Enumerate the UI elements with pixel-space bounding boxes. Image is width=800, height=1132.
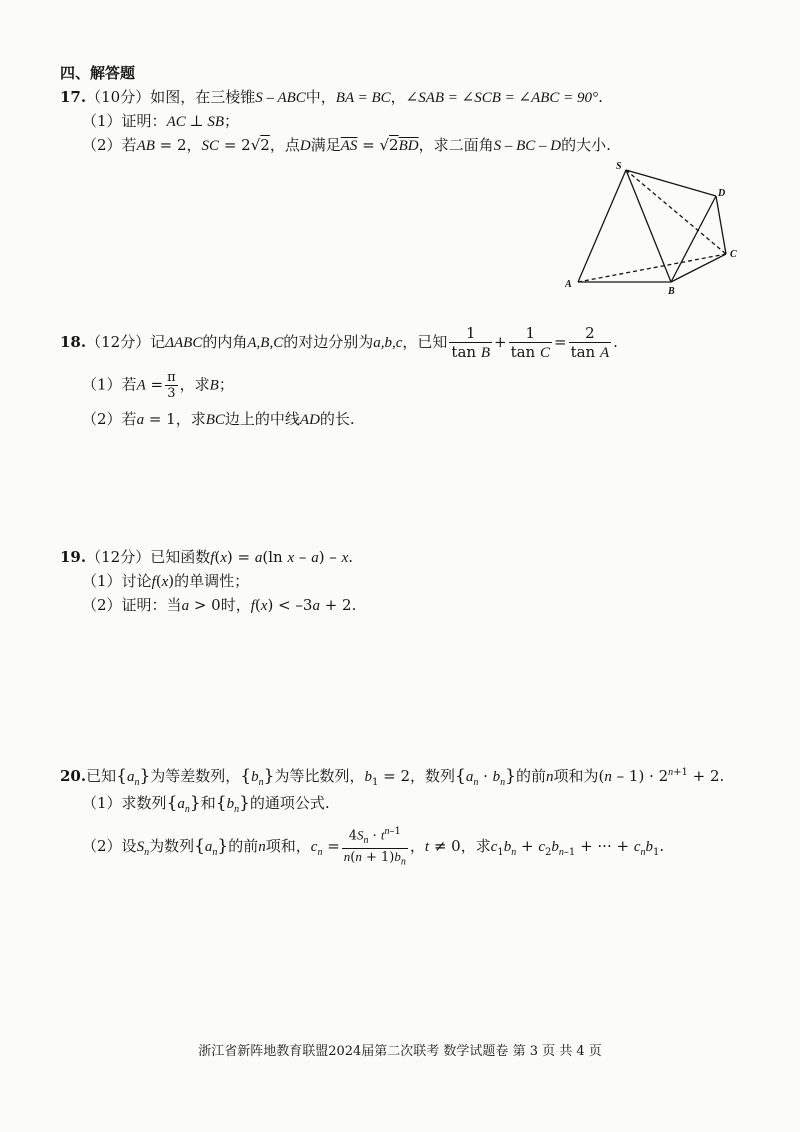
edge-bd (671, 196, 716, 282)
q20-frac-cn: $\frac{4S_n \cdot t^{n-1}}{n(n + 1)b_n}$ (343, 826, 406, 868)
q17-part2: （2）若AB = 2，SC = 2√2，点D满足$\overline{AS} = √2\overline{BD}$，求二面角S – BC – D的大小. (82, 136, 611, 154)
q17-figure (556, 158, 746, 298)
label-s: S (616, 161, 622, 172)
q20-part1: （1）求数列$\{a_n\}$和$\{b_n\}$的通项公式. (82, 793, 330, 815)
q18-points: （12分） (86, 333, 151, 351)
edge-bc (671, 254, 726, 282)
q19-part2: （2）证明：当a > 0时，f(x) < –3a + 2. (82, 596, 357, 614)
q17-stem: 17.（10分）如图，在三棱锥S – ABC中，BA = BC，∠SAB = ∠SCB = ∠ABC = 90°. (60, 88, 603, 106)
q18-frac-c: $\frac{1}{\text{tan C}}$ (510, 324, 550, 361)
q20-part2: （2）设$S_n$为数列$\{a_n\}$的前n项和，$c_n$ = $\frac{4S_n \cdot t^{n-1}}{n(n + 1)b_n}$ ，t ≠ 0，求$c_1b_n + c_2b_{n-1}$ + ··· + $c_nb_1$. (82, 826, 665, 868)
q17-math-tetra: S – ABC (255, 90, 306, 106)
q17-number: 17. (60, 88, 87, 106)
label-b: B (668, 286, 675, 297)
edge-dc (716, 196, 726, 254)
q17-vec-as: $\overline{AS}$ (340, 138, 358, 154)
q18-frac-a: $\frac{2}{\text{tan A}}$ (570, 324, 610, 361)
label-d: D (718, 188, 726, 199)
q20-stem: 20.已知$\{a_n\}$为等差数列，$\{b_n\}$为等比数列，$b_1 = 2$，数列$\{a_n \cdot b_n\}$的前n项和为$(n - 1) \cdot 2^{n+1} + 2$. (60, 766, 725, 788)
label-c: C (730, 249, 737, 260)
section-title: 四、解答题 (60, 64, 136, 82)
q20-number: 20. (60, 767, 87, 785)
q18-part2: （2）若a = 1，求BC边上的中线AD的长. (82, 410, 355, 428)
q17-part1: （1）证明：AC ⊥ SB； (82, 112, 240, 130)
edge-sa (578, 170, 626, 282)
q19-part1: （1）讨论f(x)的单调性； (82, 572, 250, 590)
q18-stem: 18.（12分）记ΔABC的内角A,B,C的对边分别为a,b,c，已知 $\frac{1}{\text{tan B}}$ + $\frac{1}{\text{tan C}}$ = $\frac{2}{\text{tan A}}$ . (60, 324, 618, 361)
q18-part1: （1）若A = $\frac{\pi}{3}$ ，求B； (82, 370, 234, 401)
q18-frac-b: $\frac{1}{\text{tan B}}$ (451, 324, 490, 361)
q17-math-perp: AC ⊥ SB (166, 114, 224, 130)
q19-number: 19. (60, 548, 87, 566)
q18-frac-pi: $\frac{\pi}{3}$ (167, 370, 176, 401)
edge-sd (626, 170, 716, 196)
q19-points: （12分） (86, 548, 151, 566)
q19-stem: 19.（12分）已知函数f(x) = a(ln x – a) – x. (60, 548, 354, 566)
label-a: A (565, 279, 572, 290)
q18-number: 18. (60, 333, 87, 351)
q17-math-equal: BA = BC (335, 90, 391, 106)
page-footer: 浙江省新阵地教育联盟2024届第二次联考 数学试题卷 第 3 页 共 4 页 (198, 1044, 602, 1059)
edge-sc (626, 170, 726, 254)
q17-points: （10分） (86, 88, 151, 106)
q17-math-angles: ∠SAB = ∠SCB = ∠ABC = 90° (405, 90, 599, 106)
q17-sqrt: √2 (250, 136, 270, 154)
q17-vec-bd: $\overline{BD}$ (398, 138, 419, 154)
edge-ac (578, 254, 726, 282)
